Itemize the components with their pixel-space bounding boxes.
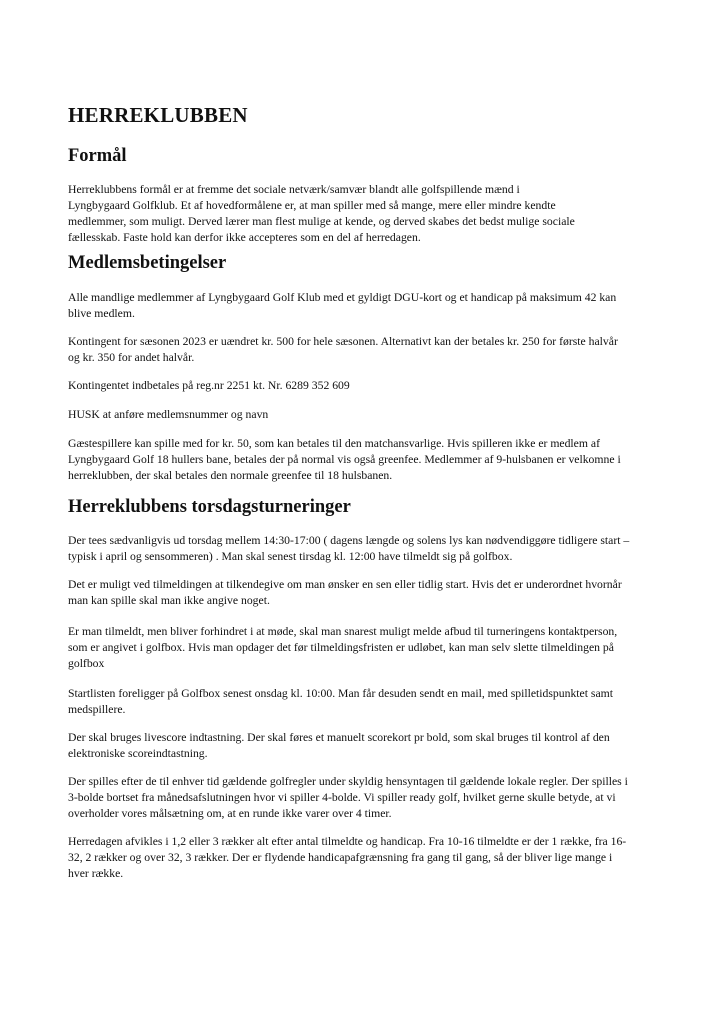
text-line: Herreklubbens formål er at fremme det sociale netværk/samvær blandt alle golfspillende mænd i [68,183,520,196]
text-line: som er angivet i golfbox. Hvis man opdager det før tilmeldingsfristen er udløbet, kan man selv slette tilmeldingen på [68,641,614,654]
paragraph-membership-eligibility [68,290,668,322]
paragraph-payment-reminder [68,407,668,423]
text-line: herreklubben, der skal betales den normale greenfee til 18 hulsbanen. [68,469,393,482]
text-line: Der spilles efter de til enhver tid gældende golfregler under skyldig hensyntagen til gældende lokale regler. Der spilles i [68,775,628,788]
paragraph-payment-account [68,378,668,394]
text-line: golfbox [68,657,105,670]
text-line: medspillere. [68,703,126,716]
paragraph-guest-players [68,436,668,484]
text-line: Alle mandlige medlemmer af Lyngbygaard Golf Klub med et gyldigt DGU-kort og et handicap på maksimum 42 kan [68,291,617,304]
text-line: hver række. [68,867,124,880]
text-line: Kontingentet indbetales på reg.nr 2251 kt. Nr. 6289 352 609 [68,379,350,392]
text-line: Gæstespillere kan spille med for kr. 50, som kan betales til den matchansvarlige. Hvis spilleren ikke er medlem af [68,437,600,450]
paragraph-tee-times [68,533,668,565]
paragraph-start-list [68,686,668,718]
text-line: Lyngbygaard Golf 18 hullers bane, betales der på normal vis også greenfee. Medlemmer af 9-hulsbanen er velkomne i [68,453,621,466]
paragraph-cancellation [68,624,668,672]
text-line: fællesskab. Faste hold kan derfor ikke accepteres som en del af herredagen. [68,231,421,244]
text-line: Er man tilmeldt, men bliver forhindret i at møde, skal man snarest muligt melde afbud til turneringens kontaktperson, [68,625,618,638]
text-line: Det er muligt ved tilmeldingen at tilkendegive om man ønsker en sen eller tidlig start. Hvis det er underordnet hvornår [68,578,622,591]
section-heading-thursday-tournaments: Herreklubbens torsdagsturneringer [68,497,351,517]
text-line: overholder vores målsætning om, at en runde ikke varer over 4 timer. [68,807,392,820]
section-heading-formaal: Formål [68,146,127,166]
text-line: 3-bolde bortset fra månedsafslutningen hvor vi spiller 4-bolde. Vi spiller ready golf, hvilket gerne skulle betyde, at vi [68,791,616,804]
text-line: HUSK at anføre medlemsnummer og navn [68,408,269,421]
text-line: Lyngbygaard Golfklub. Et af hovedformålene er, at man spiller med så mange, mere eller mindre kendte [68,199,556,212]
text-line: elektroniske scoreindtastning. [68,747,208,760]
paragraph-membership-fee [68,334,668,366]
paragraph-rows-handicap [68,834,668,882]
paragraph-start-preference [68,577,668,609]
text-line: Herredagen afvikles i 1,2 eller 3 rækker alt efter antal tilmeldte og handicap. Fra 10-16 tilmeldte er der 1 række, fra 16- [68,835,627,848]
text-line: Der tees sædvanligvis ud torsdag mellem 14:30-17:00 ( dagens længde og solens lys kan nødvendiggøre tidligere start – [68,534,630,547]
paragraph-livescore [68,730,668,762]
document-title: HERREKLUBBEN [68,103,248,127]
section-heading-medlemsbetingelser: Medlemsbetingelser [68,253,227,273]
text-line: Startlisten foreligger på Golfbox senest onsdag kl. 10:00. Man får desuden sendt en mail, med spilletidspunktet samt [68,687,613,700]
text-line: medlemmer, som muligt. Derved lærer man flest mulige at kende, og derved skabes det bedst mulige sociale [68,215,575,228]
text-line: blive medlem. [68,307,135,320]
text-line: typisk i april og sensommeren) . Man skal senest tirsdag kl. 12:00 have tilmeldt sig på golfbox. [68,550,513,563]
paragraph-golf-rules [68,774,668,822]
paragraph-formaal [68,182,668,246]
text-line: Der skal bruges livescore indtastning. Der skal føres et manuelt scorekort pr bold, som skal bruges til kontrol af den [68,731,610,744]
text-line: og kr. 350 for andet halvår. [68,351,195,364]
text-line: 32, 2 rækker og over 32, 3 rækker. Der er flydende handicapafgrænsning fra gang til gang, så der bliver lige mange i [68,851,613,864]
text-line: man kan spille skal man ikke angive noget. [68,594,270,607]
text-line: Kontingent for sæsonen 2023 er uændret kr. 500 for hele sæsonen. Alternativt kan der betales kr. 250 for første halvår [68,335,618,348]
